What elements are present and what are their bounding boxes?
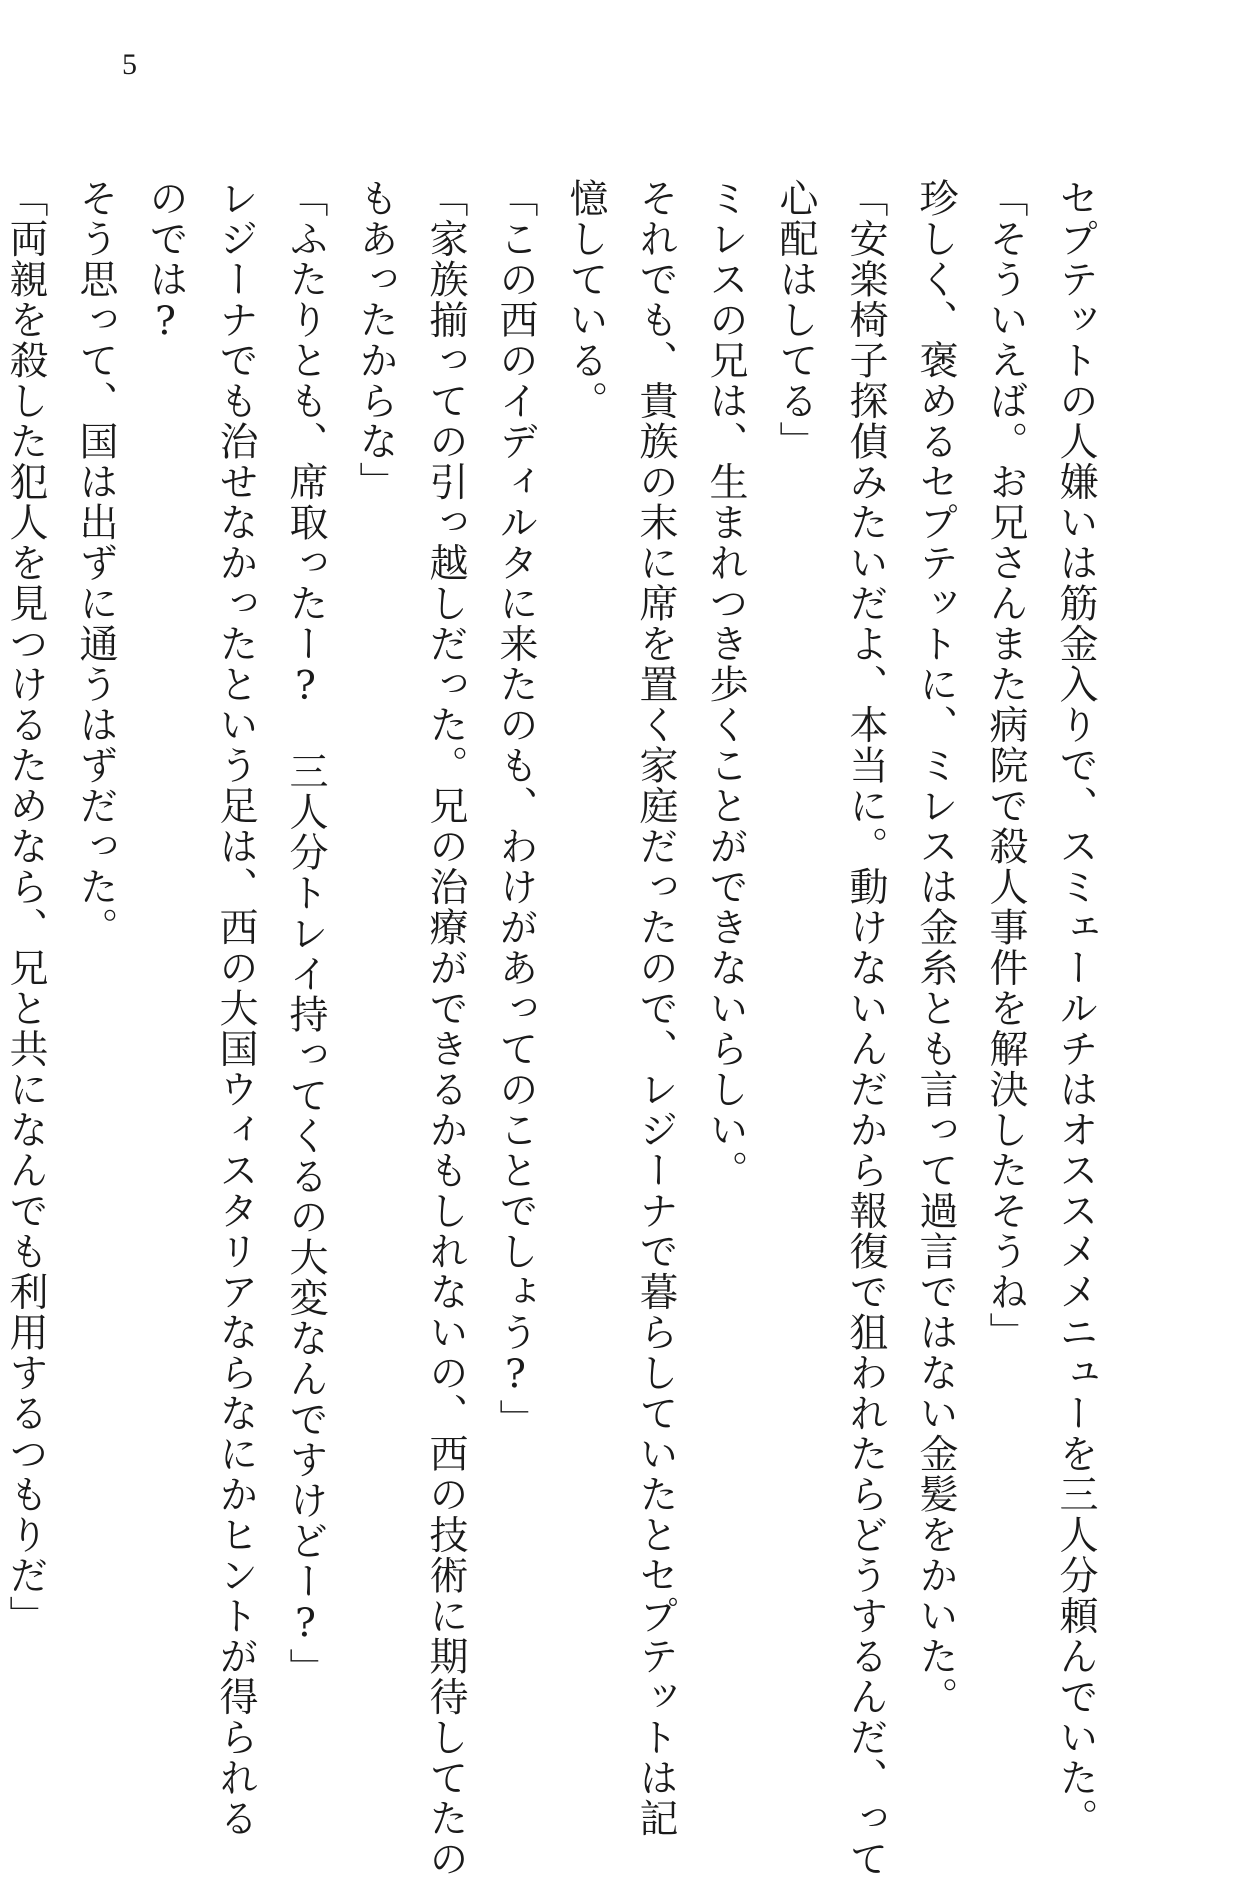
text-line: 「安楽椅子探偵みたいだよ、本当に。動けないんだから報復で狙われたらどうするんだ、って [843, 178, 888, 1879]
text-line: 「そういえば。お兄さんまた病院で殺人事件を解決したそうね」 [983, 178, 1028, 1353]
text-line: 心配はしてる」 [773, 178, 818, 462]
text-line: ミレスの兄は、生まれつき歩くことができないらしい。 [703, 178, 748, 1191]
text-line: 「この西のイディルタに来たのも、わけがあってのことでしょう?」 [493, 178, 538, 1440]
text-line: 「家族揃っての引っ越しだった。兄の治療ができるかもしれないの、西の技術に期待してたの [423, 178, 468, 1879]
text-line: のでは? [143, 178, 188, 346]
text-line: 憶している。 [563, 178, 608, 421]
text-line: レジーナでも治せなかったという足は、西の大国ウィスタリアならなにかヒントが得られる [213, 178, 258, 1839]
vertical-text-body [3, 178, 1110, 1879]
text-line: セプテットの人嫌いは筋金入りで、スミェールチはオススメメニューを三人分頼んでいた。 [1053, 178, 1098, 1839]
page-number: 5 [122, 48, 137, 81]
text-line: 珍しく、褒めるセプテットに、ミレスは金糸とも言って過言ではない金髪をかいた。 [913, 178, 958, 1717]
text-line: そう思って、国は出ずに通うはずだった。 [73, 178, 118, 948]
text-line: もあったからな」 [353, 178, 398, 502]
text-line: それでも、貴族の末に席を置く家庭だったので、レジーナで暮らしていたとセプテットは記 [633, 178, 678, 1839]
text-line: 「両親を殺した犯人を見つけるためなら、兄と共になんでも利用するつもりだ」 [3, 178, 48, 1636]
text-line: 「ふたりとも、席取ったー? 三人分トレイ持ってくるの大変なんですけどー?」 [283, 178, 328, 1689]
